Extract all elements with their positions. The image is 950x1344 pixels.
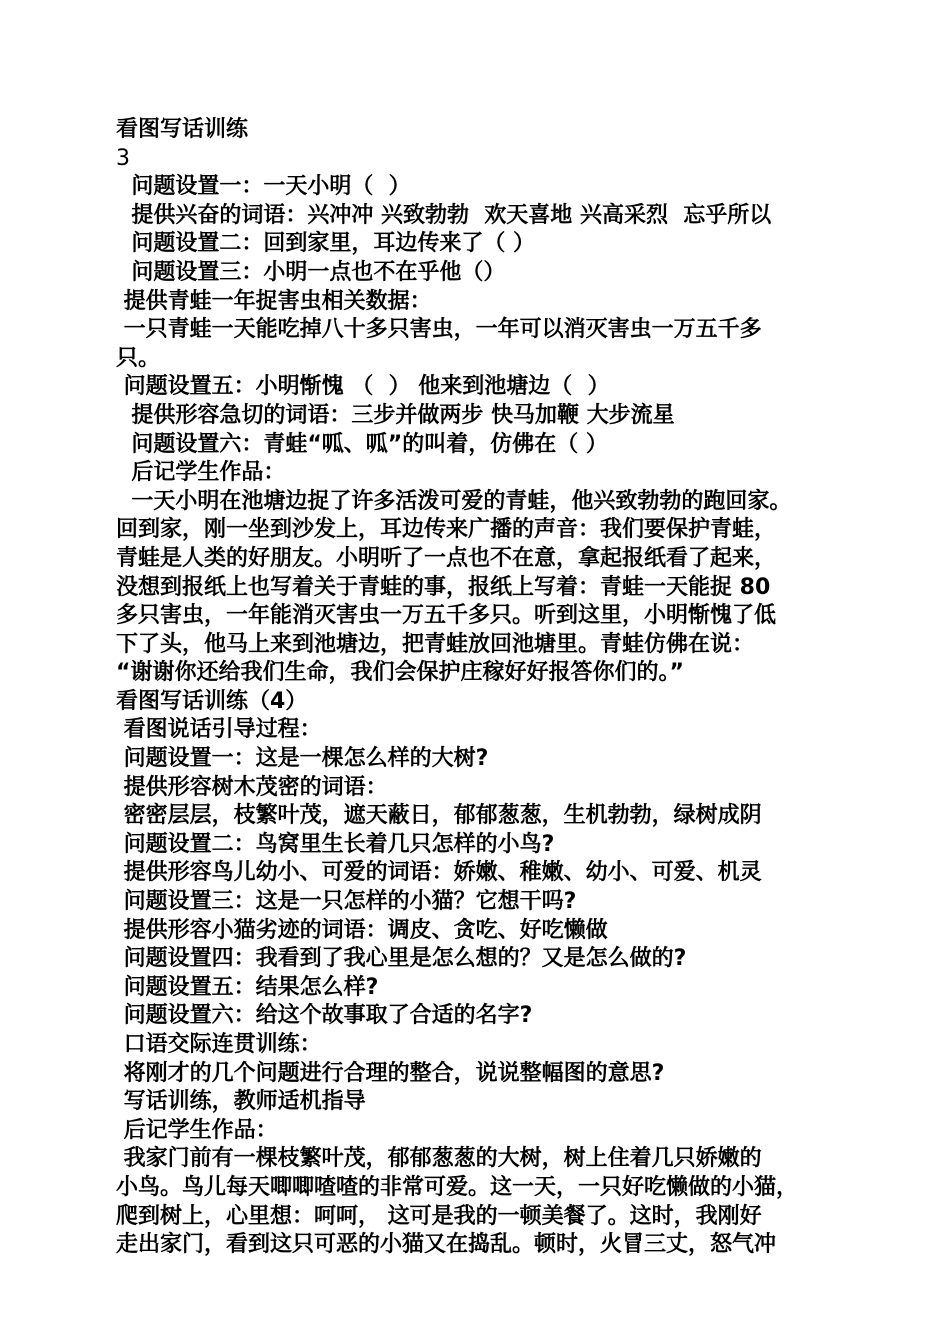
text-line: 青蛙是人类的好朋友。小明听了一点也不在意，拿起报纸看了起来， bbox=[116, 545, 777, 571]
text-line: 问题设置二：回到家里，耳边传来了（ ） bbox=[116, 231, 535, 257]
text-line: 没想到报纸上也写着关于青蛙的事，报纸上写着：青蛙一天能捉 80 bbox=[116, 574, 771, 600]
text-line: 看图写话训练 bbox=[116, 117, 249, 142]
text-line: 问题设置五：小明惭愧 （ ） 他来到池塘边（ ） bbox=[116, 374, 610, 400]
text-line: 问题设置四：我看到了我心里是怎么想的？又是怎么做的? bbox=[116, 946, 687, 972]
text-line: “谢谢你还给我们生命，我们会保护庄稼好好报答你们的。” bbox=[116, 660, 684, 686]
text-line: 问题设置三：这是一只怎样的小猫？它想干吗? bbox=[116, 889, 577, 915]
text-line: 多只害虫，一年能消灭害虫一万五千多只。听到这里，小明惭愧了低 bbox=[116, 603, 777, 629]
text-line: 一只青蛙一天能吃掉八十多只害虫，一年可以消灭害虫一万五千多 bbox=[116, 317, 762, 343]
document-body bbox=[116, 116, 846, 1260]
text-line: 问题设置一：一天小明（ ） bbox=[116, 174, 411, 200]
text-line: 走出家门，看到这只可恶的小猫又在捣乱。顿时，火冒三丈，怒气冲 bbox=[116, 1232, 777, 1258]
text-line: 后记学生作品： bbox=[116, 1117, 278, 1143]
text-line: 问题设置三：小明一点也不在乎他（） bbox=[116, 259, 506, 285]
text-line: 看图写话训练（4） bbox=[116, 688, 308, 714]
text-line: 密密层层，枝繁叶茂，遮天蔽日，郁郁葱葱，生机勃勃，绿树成阴 bbox=[116, 803, 762, 829]
text-line: 问题设置二：鸟窝里生长着几只怎样的小鸟? bbox=[116, 831, 555, 857]
text-line: 问题设置六：给这个故事取了合适的名字? bbox=[116, 1003, 533, 1029]
text-line: 提供青蛙一年捉害虫相关数据： bbox=[116, 288, 432, 314]
text-line: 爬到树上，心里想：呵呵， 这可是我的一顿美餐了。这时，我刚好 bbox=[116, 1203, 762, 1229]
text-line: 看图说话引导过程： bbox=[116, 717, 322, 743]
text-line: 问题设置五：结果怎么样? bbox=[116, 974, 379, 1000]
text-line: 提供兴奋的词语：兴冲冲 兴致勃勃 欢天喜地 兴高采烈 忘乎所以 bbox=[116, 202, 772, 228]
text-line: 将刚才的几个问题进行合理的整合，说说整幅图的意思? bbox=[116, 1060, 665, 1086]
text-line: 小鸟。鸟儿每天唧唧喳喳的非常可爱。这一天，一只好吃懒做的小猫， bbox=[116, 1174, 799, 1200]
text-line: 提供形容鸟儿幼小、可爱的词语：娇嫩、稚嫩、幼小、可爱、机灵 bbox=[116, 860, 762, 886]
text-line: 口语交际连贯训练： bbox=[116, 1032, 322, 1057]
text-line: 提供形容小猫劣迹的词语：调皮、贪吃、好吃懒做 bbox=[116, 917, 608, 943]
text-line: 后记学生作品： bbox=[116, 460, 286, 486]
text-line: 问题设置六：青蛙“呱、呱”的叫着，仿佛在（ ） bbox=[116, 431, 608, 457]
text-line: 一天小明在池塘边捉了许多活泼可爱的青蛙，他兴致勃勃的跑回家。 bbox=[116, 488, 792, 514]
text-line: 回到家，刚一坐到沙发上，耳边传来广播的声音：我们要保护青蛙， bbox=[116, 517, 777, 543]
text-line: 3 bbox=[116, 145, 130, 171]
text-line: 只。 bbox=[116, 345, 161, 371]
text-line: 提供形容急切的词语：三步并做两步 快马加鞭 大步流星 bbox=[116, 402, 675, 428]
text-line: 写话训练，教师适机指导 bbox=[116, 1089, 366, 1115]
text-line: 下了头，他马上来到池塘边，把青蛙放回池塘里。青蛙仿佛在说： bbox=[116, 631, 755, 657]
text-line: 问题设置一：这是一棵怎么样的大树? bbox=[116, 746, 489, 772]
text-line: 提供形容树木茂密的词语： bbox=[116, 774, 388, 800]
text-line: 我家门前有一棵枝繁叶茂，郁郁葱葱的大树，树上住着几只娇嫩的 bbox=[116, 1146, 762, 1172]
